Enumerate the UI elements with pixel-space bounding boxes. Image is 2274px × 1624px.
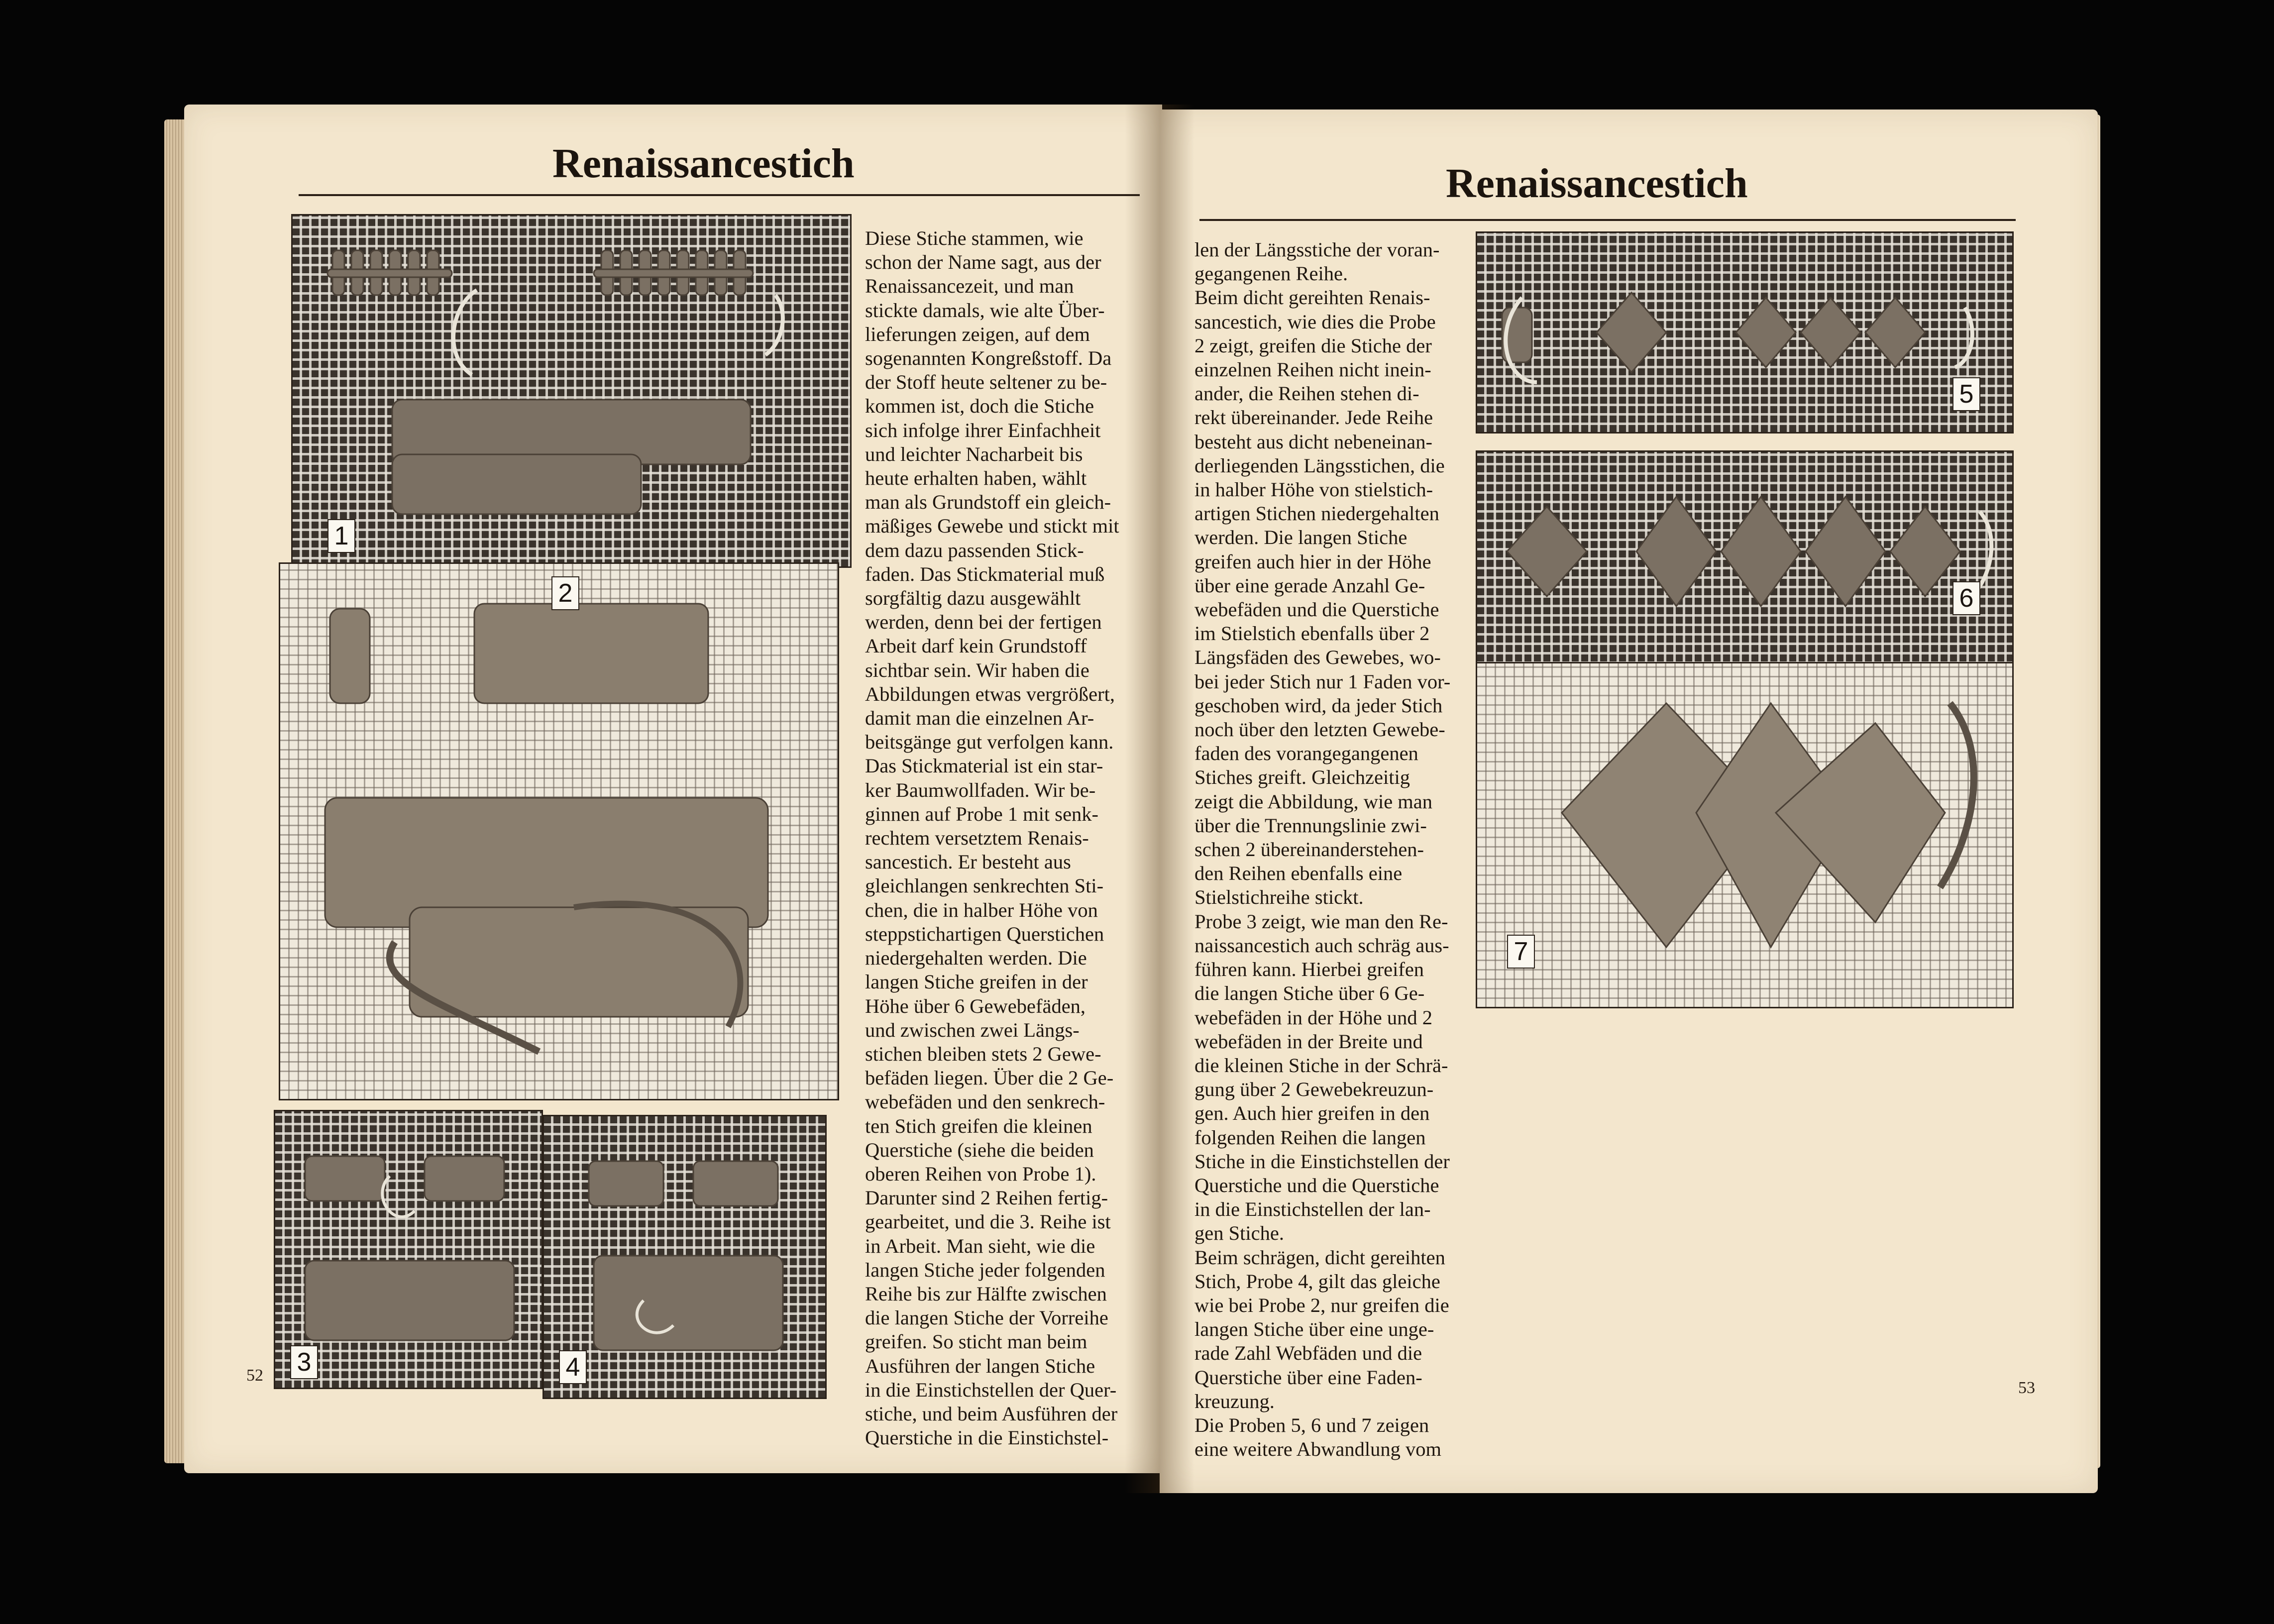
text-line: faden. Das Stickmaterial muß (865, 562, 1105, 585)
text-line: über eine gerade Anzahl Ge- (1194, 574, 1425, 597)
text-line: Querstiche (siehe die beiden (865, 1138, 1094, 1161)
right-page-number: 53 (2018, 1379, 2035, 1397)
figure-7-photo (1476, 662, 2014, 1008)
figure-7-stitches (1477, 663, 2012, 1007)
left-page-body-text (865, 226, 1154, 1450)
text-line: wie bei Probe 2, nur greifen die (1194, 1294, 1449, 1316)
text-line: werden, denn bei der fertigen (865, 611, 1102, 634)
figure-4-photo (542, 1115, 827, 1399)
text-line: sichtbar sein. Wir haben die (865, 658, 1089, 681)
text-line: zeigt die Abbildung, wie man (1194, 790, 1433, 813)
left-page-number: 52 (246, 1366, 263, 1385)
text-line: Arbeit darf kein Grundstoff (865, 635, 1087, 657)
text-line: chen, die in halber Höhe von (865, 898, 1098, 921)
text-line: Renaissancezeit, und man (865, 275, 1074, 298)
text-line: gen. Auch hier greifen in den (1194, 1102, 1430, 1125)
text-line: der Stoff heute seltener zu be- (865, 371, 1107, 394)
text-line: artigen Stichen niedergehalten (1194, 502, 1439, 525)
text-line: faden des vorangegangenen (1194, 742, 1418, 765)
text-line: niedergehalten werden. Die (865, 947, 1087, 970)
text-line: schen 2 übereinanderstehen- (1194, 838, 1424, 861)
left-title-rule (299, 194, 1140, 196)
text-line: kreuzung. (1194, 1390, 1275, 1412)
text-line: sorgfältig dazu ausgewählt (865, 587, 1081, 610)
text-line: in halber Höhe von stielstich- (1194, 478, 1433, 501)
figure-5-photo (1476, 231, 2014, 433)
right-title-rule (1199, 219, 2016, 221)
text-line: im Stielstich ebenfalls über 2 (1194, 622, 1430, 645)
text-line: oberen Reihen von Probe 1). (865, 1162, 1096, 1185)
text-line: die langen Stiche der Vorreihe (865, 1306, 1108, 1329)
text-line: gen Stiche. (1194, 1222, 1284, 1245)
text-line: sancestich. Er besteht aus (865, 851, 1071, 873)
text-line: ker Baumwollfaden. Wir be- (865, 778, 1096, 801)
figure-2-stitches (280, 564, 838, 1099)
text-line: langen Stiche über eine unge- (1194, 1318, 1434, 1341)
text-line: beitsgänge gut verfolgen kann. (865, 731, 1114, 754)
text-line: ginnen auf Probe 1 mit senk- (865, 802, 1099, 825)
text-line: stickte damals, wie alte Über- (865, 299, 1105, 322)
text-line: Querstiche und die Querstiche (1194, 1174, 1439, 1196)
figure-5-label: 5 (1952, 377, 1980, 411)
text-line: Stielstichreihe stickt. (1194, 886, 1364, 909)
figure-1-label: 1 (327, 519, 355, 553)
text-line: ten Stich greifen die kleinen (865, 1114, 1092, 1137)
text-line: schon der Name sagt, aus der (865, 251, 1101, 274)
text-line: Das Stickmaterial ist ein star- (865, 755, 1103, 777)
text-line: Stiches greift. Gleichzeitig (1194, 766, 1410, 789)
text-line: einzelnen Reihen nicht inein- (1194, 358, 1431, 381)
text-line: die kleinen Stiche in der Schrä- (1194, 1054, 1448, 1077)
text-line: heute erhalten haben, wählt (865, 467, 1087, 490)
text-line: und leichter Nacharbeit bis (865, 442, 1083, 465)
text-line: webefäden und den senkrech- (865, 1090, 1105, 1113)
figure-2-label: 2 (551, 576, 579, 610)
text-line: gung über 2 Gewebekreuzun- (1194, 1078, 1434, 1101)
text-line: Reihe bis zur Hälfte zwischen (865, 1282, 1107, 1305)
text-line: und zwischen zwei Längs- (865, 1018, 1080, 1041)
text-line: stichen bleiben stets 2 Gewe- (865, 1042, 1101, 1065)
text-line: stiche, und beim Ausführen der (865, 1402, 1118, 1425)
text-line: Querstiche über eine Faden- (1194, 1366, 1422, 1389)
text-line: Darunter sind 2 Reihen fertig- (865, 1187, 1108, 1209)
text-line: lieferungen zeigen, auf dem (865, 323, 1090, 345)
text-line: befäden liegen. Über die 2 Ge- (865, 1067, 1114, 1089)
text-line: noch über den letzten Gewebe- (1194, 718, 1445, 741)
text-line: greifen auch hier in der Höhe (1194, 550, 1431, 573)
text-line: Diese Stiche stammen, wie (865, 227, 1083, 249)
text-line: sancestich, wie dies die Probe (1194, 310, 1436, 333)
right-page-body-text (1194, 238, 1478, 1461)
text-line: geschoben wird, da jeder Stich (1194, 694, 1443, 717)
left-page-title: Renaissancestich (552, 140, 855, 187)
figure-3-photo (274, 1110, 543, 1389)
text-line: rade Zahl Webfäden und die (1194, 1342, 1422, 1365)
text-line: sogenannten Kongreßstoff. Da (865, 347, 1112, 370)
text-line: webefäden in der Höhe und 2 (1194, 1006, 1432, 1029)
text-line: webefäden in der Breite und (1194, 1030, 1423, 1053)
text-line: besteht aus dicht nebeneinan- (1194, 430, 1432, 453)
text-line: ander, die Reihen stehen di- (1194, 382, 1419, 405)
text-line: dem dazu passenden Stick- (865, 539, 1084, 561)
text-line: in Arbeit. Man sieht, wie die (865, 1234, 1095, 1257)
figure-2-photo (279, 562, 839, 1100)
text-line: naissancestich auch schräg aus- (1194, 934, 1449, 957)
text-line: Abbildungen etwas vergrößert, (865, 682, 1115, 705)
figure-7-label: 7 (1507, 935, 1535, 969)
figure-3-label: 3 (290, 1345, 318, 1379)
text-line: damit man die einzelnen Ar- (865, 707, 1094, 730)
text-line: 2 zeigt, greifen die Stiche der (1194, 334, 1432, 357)
text-line: bei jeder Stich nur 1 Faden vor- (1194, 670, 1451, 693)
text-line: Längsfäden des Gewebes, wo- (1194, 646, 1441, 669)
text-line: Die Proben 5, 6 und 7 zeigen (1194, 1413, 1429, 1436)
figure-1-photo (291, 214, 852, 568)
text-line: len der Längsstiche der voran- (1194, 238, 1440, 261)
text-line: gegangenen Reihe. (1194, 262, 1348, 285)
text-line: rechtem versetztem Renais- (865, 827, 1089, 850)
text-line: Beim schrägen, dicht gereihten (1194, 1246, 1445, 1269)
text-line: folgenden Reihen die langen (1194, 1126, 1426, 1149)
figure-6-photo (1476, 450, 2014, 672)
text-line: in die Einstichstellen der lan- (1194, 1198, 1431, 1221)
text-line: sich infolge ihrer Einfachheit (865, 419, 1101, 441)
text-line: die langen Stiche über 6 Ge- (1194, 982, 1425, 1005)
figure-6-label: 6 (1952, 581, 1980, 615)
text-line: steppstichartigen Querstichen (865, 922, 1104, 945)
text-line: eine weitere Abwandlung vom (1194, 1438, 1441, 1461)
right-page-title: Renaissancestich (1446, 160, 1748, 207)
figure-6-stitches (1477, 452, 2012, 671)
text-line: den Reihen ebenfalls eine (1194, 862, 1403, 885)
text-line: werden. Die langen Stiche (1194, 526, 1408, 549)
figure-5-stitches (1477, 233, 2012, 432)
text-line: man als Grundstoff ein gleich- (865, 491, 1111, 514)
text-line: langen Stiche jeder folgenden (865, 1258, 1105, 1281)
figure-1-stitches (293, 216, 850, 566)
text-line: über die Trennungslinie zwi- (1194, 814, 1427, 837)
text-line: webefäden und die Querstiche (1194, 598, 1439, 621)
text-line: langen Stiche greifen in der (865, 971, 1088, 993)
text-line: rekt übereinander. Jede Reihe (1194, 406, 1433, 429)
text-line: derliegenden Längsstichen, die (1194, 454, 1445, 477)
text-line: Beim dicht gereihten Renais- (1194, 286, 1430, 309)
text-line: Ausführen der langen Stiche (865, 1354, 1095, 1377)
text-line: Querstiche in die Einstichstel- (865, 1426, 1109, 1449)
text-line: gleichlangen senkrechten Sti- (865, 874, 1104, 897)
text-line: greifen. So sticht man beim (865, 1330, 1087, 1353)
text-line: kommen ist, doch die Stiche (865, 395, 1094, 418)
text-line: in die Einstichstellen der Quer- (865, 1378, 1117, 1401)
text-line: Probe 3 zeigt, wie man den Re- (1194, 910, 1448, 933)
text-line: Stiche in die Einstichstellen der (1194, 1150, 1450, 1173)
text-line: Stich, Probe 4, gilt das gleiche (1194, 1270, 1440, 1293)
text-line: mäßiges Gewebe und stickt mit (865, 515, 1119, 538)
text-line: Höhe über 6 Gewebefäden, (865, 994, 1086, 1017)
text-line: gearbeitet, und die 3. Reihe ist (865, 1210, 1111, 1233)
figure-4-label: 4 (559, 1350, 587, 1384)
text-line: führen kann. Hierbei greifen (1194, 958, 1424, 981)
